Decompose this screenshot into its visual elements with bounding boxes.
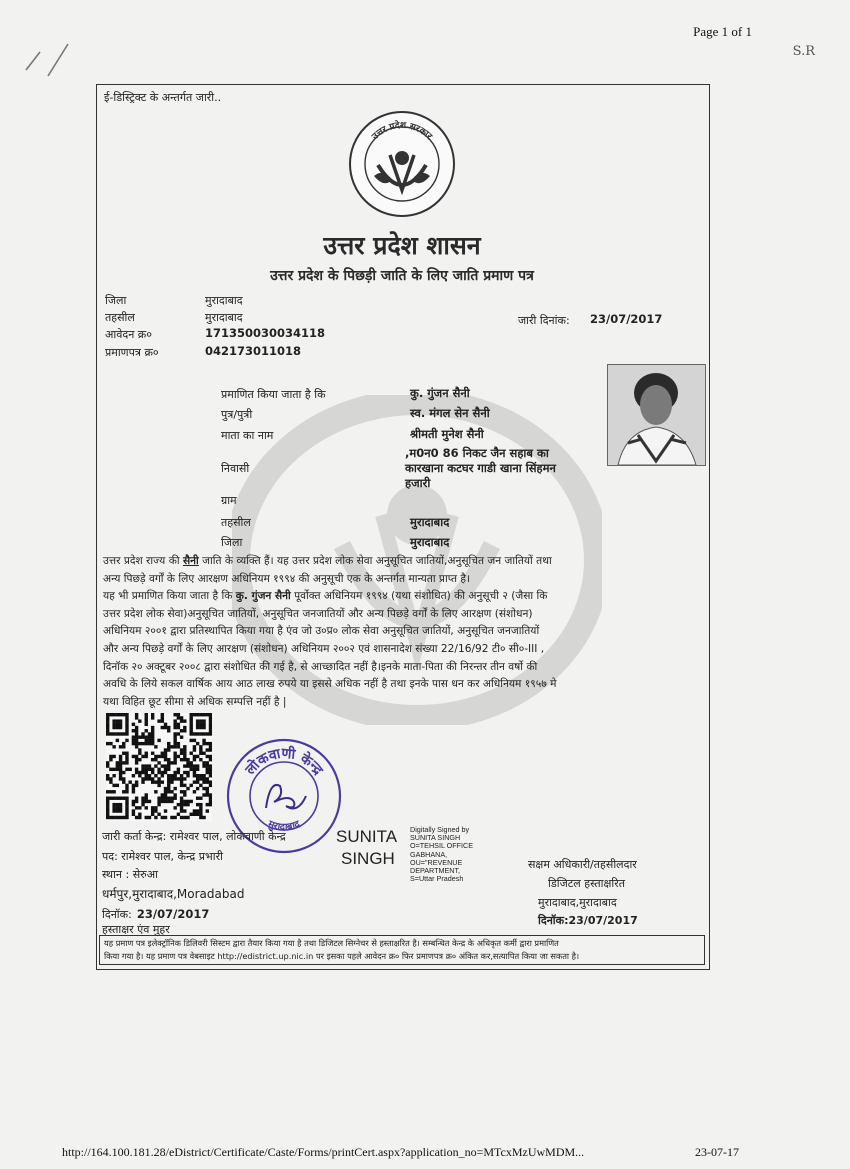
- pencil-mark: [18, 40, 73, 80]
- issue-date-label: जारी दिनांक:: [518, 314, 570, 327]
- residence-line-1: ,म0न0 86 निकट जैन सहाब का: [405, 446, 549, 460]
- residence-line-3: हजारी: [405, 476, 431, 490]
- father-name: स्व. मंगल सेन सैनी: [410, 406, 490, 420]
- print-date: 23-07-17: [695, 1145, 739, 1159]
- certificate-number-label: प्रमाणपत्र क्र०: [105, 346, 159, 359]
- footer-line: यह प्रमाण पत्र इलेक्ट्रॉनिक डिलिवरी सिस्टम द्वारा तैयार किया गया है तथा डिजिटल सिग्नेचर से हस्ताक्षरित है। सम्बन्धित केन्द्र के अधिकृत कर्मी द्वारा प्रमाणित: [104, 938, 559, 948]
- signature-detail-line: OU="REVENUE: [410, 857, 463, 867]
- applicant-tehsil-value: मुरादाबाद: [410, 515, 450, 529]
- authority-date: दिनॉक:23/07/2017: [538, 914, 638, 927]
- signer-first-name: SUNITA: [336, 827, 398, 846]
- body-line: और अन्य पिछड़े वर्गों के लिए आरक्षण (संशोधन) अधिनियम २००२ एवं शासनादेश संख्या 22/16/92 टी० सी०-III ,: [103, 642, 545, 655]
- authority-location: मुरादाबाद,मुरादाबाद: [538, 896, 617, 909]
- caste-name: सैनी: [182, 555, 199, 567]
- issuer-post: पद: रामेश्वर पाल, केन्द्र प्रभारी: [102, 850, 223, 863]
- body-text: पूर्वोक्त अधिनियम १९९४ (यथा संशोधित) की अनुसूची २ (जैसा कि: [290, 590, 548, 603]
- application-label: आवेदन क्र०: [105, 328, 152, 341]
- issuer-address: धर्मपुर,मुरादाबाद,Moradabad: [102, 887, 245, 901]
- digital-signer-name: [336, 826, 397, 870]
- certificate-title: उत्तर प्रदेश शासन: [323, 231, 481, 260]
- authority-digital-signed: डिजिटल हस्ताक्षरित: [548, 877, 625, 890]
- margin-mark: S.R: [792, 44, 815, 59]
- body-text: उत्तर प्रदेश राज्य की: [103, 555, 183, 567]
- issuing-center: जारी कर्ता केन्द्र: रामेश्वर पाल, लोकवाणी केन्द्र: [102, 830, 286, 843]
- relation-label: पुत्र/पुत्री: [221, 408, 253, 421]
- qr-code-icon: [106, 713, 212, 821]
- stamp-bottom-text: मुरादाबाद: [266, 818, 302, 834]
- mother-label: माता का नाम: [221, 429, 274, 442]
- issuer-date: [102, 903, 209, 922]
- stamp-text: लोकवाणी केन्द्र: [242, 745, 326, 779]
- body-line: [103, 588, 703, 606]
- print-url: http://164.100.181.28/eDistrict/Certificate/Caste/Forms/printCert.aspx?application_no=MTcxMzUwMDM...: [62, 1145, 585, 1159]
- applicant-tehsil-label: तहसील: [221, 516, 251, 529]
- issuer-date-value: 23/07/2017: [136, 907, 210, 921]
- page-indicator: Page 1 of 1: [693, 24, 752, 39]
- applicant-photo: [607, 364, 706, 466]
- residence-line-2: कारखाना कटघर गाडी खाना सिंहमन: [405, 461, 556, 475]
- emblem-text: उत्तर प्रदेश सरकार: [370, 120, 434, 142]
- applicant-name: कु. गुंजन सैनी: [410, 386, 470, 400]
- signer-last-name: SINGH: [341, 849, 395, 868]
- signature-detail-line: DEPARTMENT,: [410, 866, 461, 876]
- signature-detail-line: S=Uttar Pradesh: [410, 874, 464, 884]
- body-line: अधिनियम २००१ द्वारा प्रतिस्थापित किया गया है एंव जो उ०प्र० लोक सेवा अनुसूचित जातियों, अनुसूचित जनजातियों: [103, 625, 540, 638]
- body-line: उत्तर प्रदेश लोक सेवा)अनुसूचित जातियों, अनुसूचित जनजातियों और अन्य पिछड़े वर्गों के लिए आरक्षण (संशोधन): [103, 607, 533, 620]
- body-line: यथा विहित छूट सीमा से अधिक सम्पत्ति नहीं है |: [103, 695, 287, 708]
- signature-detail-line: Digitally Signed by: [410, 825, 470, 834]
- certificate-body: [103, 553, 703, 711]
- district-label: जिला: [105, 294, 127, 307]
- signature-label: हस्ताक्षर एंव मुहर: [102, 923, 170, 936]
- header-note: ई-डिस्ट्रिक्ट के अन्तर्गत जारी..: [104, 91, 222, 104]
- digital-signature-details: [410, 826, 510, 883]
- signature-detail-line: GABHANA,: [410, 849, 448, 859]
- applicant-district-label: जिला: [221, 536, 243, 549]
- body-text: यह भी प्रमाणित किया जाता है कि: [103, 590, 236, 603]
- applicant-district-value: मुरादाबाद: [410, 535, 450, 549]
- issuer-date-label: दिनॉक:: [102, 908, 132, 921]
- body-line: [103, 553, 703, 571]
- body-line: दिनॉक २० अक्टूबर २००८ द्वारा संशोधित की गई है, से आच्छादित नहीं है।इनके माता-पिता की निरन्तर तीन वर्षो की: [103, 660, 538, 673]
- certificate-number: 042173011018: [205, 344, 302, 358]
- signature-detail-line: O=TEHSIL OFFICE: [410, 841, 474, 851]
- tehsil-label: तहसील: [105, 311, 135, 324]
- issue-date-value: 23/07/2017: [590, 312, 663, 326]
- district-value: मुरादाबाद: [205, 294, 243, 307]
- residence-label: निवासी: [221, 462, 250, 475]
- footer-note: [99, 935, 705, 965]
- footer-line: किया गया है। यह प्रमाण पत्र वेबसाइट http://edistrict.up.nic.in पर इसका पहले आवेदन क्र० फिर प्रमाणपत्र क्र० अंकित कर,सत्यापित किया जा सकता है।: [104, 951, 580, 961]
- issuer-place: स्थान : सेरुआ: [102, 868, 158, 881]
- body-applicant-name: कु. गुंजन सैनी: [235, 590, 291, 603]
- mother-name: श्रीमती मुनेश सैनी: [410, 427, 484, 441]
- application-number: 171350030034118: [205, 326, 326, 340]
- certificate-subtitle: उत्तर प्रदेश के पिछड़ी जाति के लिए जाति प्रमाण पत्र: [270, 268, 534, 284]
- up-government-emblem-icon: [348, 110, 456, 218]
- body-text: जाति के व्यक्ति हैं। यह उत्तर प्रदेश लोक सेवा अनुसूचित जातियों,अनुसूचित जन जातियों तथा: [198, 555, 552, 567]
- body-line: अन्य पिछड़े वर्गों के लिए आरक्षण अधिनियम १९९४ की अनुसूची एक के अन्तर्गत मान्यता प्राप्त है।: [103, 572, 471, 585]
- certify-label: प्रमाणित किया जाता है कि: [221, 388, 326, 401]
- tehsil-value: मुरादाबाद: [205, 311, 243, 324]
- village-label: ग्राम: [221, 494, 237, 507]
- signature-detail-line: SUNITA SINGH: [410, 833, 461, 843]
- body-line: अवधि के लिये सकल वार्षिक आय आठ लाख रुपये या इससे अधिक नहीं है तथा इनके पास धन कर अधिनियम १९५७ मे: [103, 678, 557, 691]
- authority-designation: सक्षम अधिकारी/तहसीलदार: [528, 858, 637, 871]
